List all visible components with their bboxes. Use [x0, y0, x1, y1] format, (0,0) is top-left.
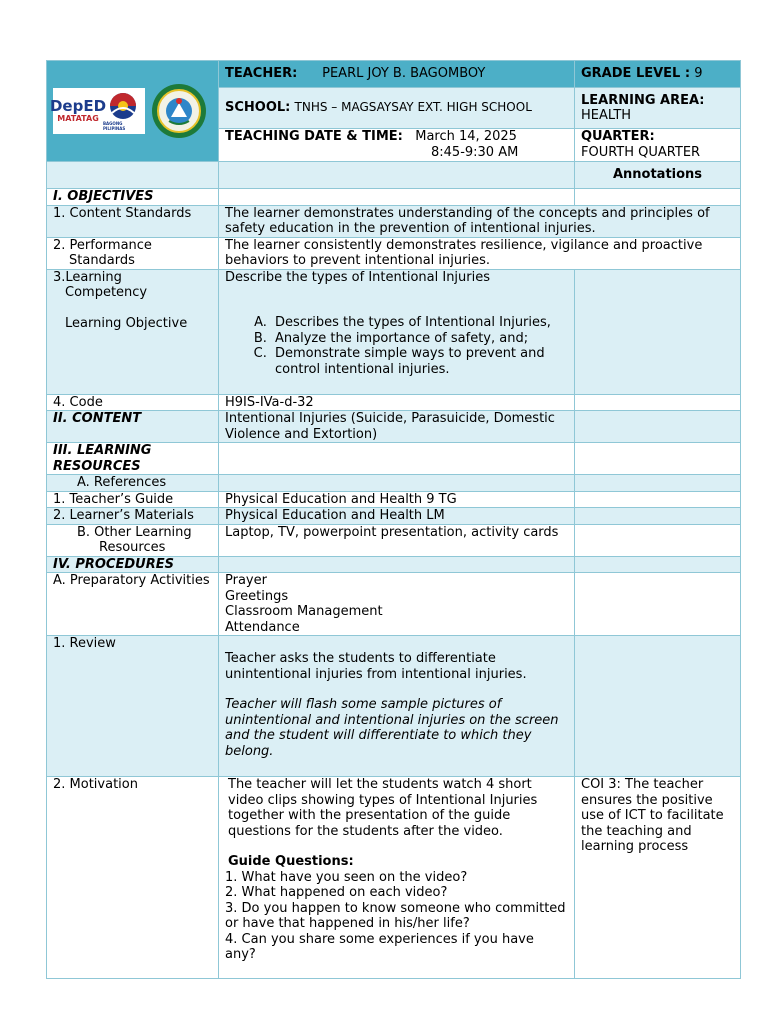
- review-label: 1. Review: [47, 636, 219, 777]
- school-cell: [219, 88, 575, 129]
- deped-matatag-logo: [49, 88, 145, 134]
- list-item: C. Demonstrate simple ways to prevent and control intentional injuries.: [271, 346, 568, 377]
- blank-cell: [575, 508, 741, 525]
- motivation-text: The teacher will let the students watch 4 short video clips showing types of Intentional Injuries together with the presentation of the guide questions for the students after the video.: [228, 777, 538, 839]
- blank-cell: [575, 394, 741, 411]
- competency-label-cell: [47, 269, 219, 394]
- blank-cell: [575, 189, 741, 206]
- teachers-guide-value: Physical Education and Health 9 TG: [219, 491, 575, 508]
- competency-label-line1: 3.Learning: [53, 269, 122, 285]
- list-item: Prayer: [225, 573, 267, 588]
- content-section-label: II. CONTENT: [47, 411, 219, 443]
- content-standards-text: The learner demonstrates understanding of the concepts and principles of safety education in the prevention of intentional injuries.: [219, 205, 741, 237]
- competency-cell: [219, 269, 575, 394]
- motivation-annotation: COI 3: The teacher ensures the positive use of ICT to facilitate the teaching and learning process: [575, 777, 741, 979]
- list-item: 2. What happened on each video?: [225, 885, 448, 900]
- code-value: H9IS-IVa-d-32: [219, 394, 575, 411]
- date-value: March 14, 2025: [415, 129, 517, 144]
- blank-cell: [575, 443, 741, 475]
- blank-cell: [219, 443, 575, 475]
- competency-label-line2: Competency: [65, 285, 148, 300]
- school-seal-icon: [151, 83, 207, 139]
- learners-materials-value: Physical Education and Health LM: [219, 508, 575, 525]
- teacher-name: PEARL JOY B. BAGOMBOY: [322, 66, 486, 82]
- time-value: 8:45-9:30 AM: [431, 144, 519, 160]
- blank-cell: [575, 636, 741, 777]
- content-standards-label: 1. Content Standards: [47, 205, 219, 237]
- list-item: 3. Do you happen to know someone who committed or have that happened in his/her life?: [225, 900, 566, 931]
- preparatory-label: A. Preparatory Activities: [47, 573, 219, 636]
- performance-standards-text: The learner consistently demonstrates resilience, vigilance and proactive behaviors to prevent intentional injuries.: [219, 237, 741, 269]
- performance-label-line1: 2. Performance: [53, 237, 152, 253]
- learning-area-label: LEARNING AREA:: [581, 92, 705, 108]
- school-label: SCHOOL:: [225, 100, 291, 116]
- bagong-pilipinas-logo: [103, 91, 143, 131]
- review-cell: [219, 636, 575, 777]
- motivation-cell: [219, 777, 575, 979]
- review-text: Teacher asks the students to differentiate unintentional injuries from intentional injuries.: [225, 651, 527, 682]
- other-resources-label: [47, 524, 219, 556]
- learners-materials-label: 2. Learner’s Materials: [47, 508, 219, 525]
- bagong-pilipinas-text: BAGONG PILIPINAS: [103, 121, 126, 131]
- resources-section-label: III. LEARNING RESOURCES: [47, 443, 219, 475]
- competency-text: Describe the types of Intentional Injuries: [225, 269, 491, 285]
- code-label: 4. Code: [47, 394, 219, 411]
- blank-cell: [219, 162, 575, 189]
- blank-cell: [575, 269, 741, 394]
- deped-wordmark: DepED: [49, 97, 107, 115]
- blank-cell: [575, 556, 741, 573]
- other-resources-label-line2: Resources: [99, 540, 166, 555]
- grade-cell: [575, 61, 741, 88]
- school-name: TNHS – MAGSAYSAY EXT. HIGH SCHOOL: [294, 100, 532, 115]
- list-item: A. Describes the types of Intentional Injuries,: [271, 315, 568, 331]
- list-item: Attendance: [225, 619, 300, 635]
- review-italic-text: Teacher will flash some sample pictures of unintentional and intentional injuries on the screen and the student will differentiate to which they belong.: [225, 697, 559, 759]
- blank-cell: [575, 573, 741, 636]
- blank-cell: [219, 475, 575, 492]
- performance-standards-label: [47, 237, 219, 269]
- content-text: Intentional Injuries (Suicide, Parasuicide, Domestic Violence and Extortion): [219, 411, 575, 443]
- list-item: 4. Can you share some experiences if you have any?: [225, 931, 534, 962]
- learning-area-cell: [575, 88, 741, 129]
- blank-cell: [575, 475, 741, 492]
- learning-objective-label: Learning Objective: [65, 315, 188, 331]
- grade-value: 9: [694, 66, 703, 82]
- quarter-label: QUARTER:: [581, 129, 655, 144]
- preparatory-cell: [219, 573, 575, 636]
- motivation-label: 2. Motivation: [47, 777, 219, 979]
- list-item: B. Analyze the importance of safety, and;: [271, 331, 568, 347]
- bagong-pilipinas-emblem-icon: [106, 91, 140, 121]
- learning-area-value: HEALTH: [581, 108, 632, 123]
- quarter-value: FOURTH QUARTER: [581, 144, 701, 160]
- list-item: 1. What have you seen on the video?: [225, 869, 468, 885]
- guide-questions-label: Guide Questions:: [228, 854, 354, 869]
- other-resources-value: Laptop, TV, powerpoint presentation, activity cards: [219, 524, 575, 556]
- date-cell: [219, 129, 575, 162]
- list-item: Classroom Management: [225, 604, 383, 619]
- blank-cell: [47, 162, 219, 189]
- teacher-label: TEACHER:: [225, 66, 298, 82]
- teacher-cell: [219, 61, 575, 88]
- quarter-cell: [575, 129, 741, 162]
- teachers-guide-label: 1. Teacher’s Guide: [47, 491, 219, 508]
- references-label: A. References: [47, 475, 219, 492]
- list-item: Greetings: [225, 588, 289, 604]
- matatag-wordmark: MATATAG: [57, 114, 99, 123]
- blank-cell: [575, 411, 741, 443]
- blank-cell: [219, 189, 575, 206]
- other-resources-label-line1: B. Other Learning: [77, 524, 192, 540]
- grade-label: GRADE LEVEL :: [581, 66, 691, 82]
- performance-label-line2: Standards: [69, 253, 135, 268]
- lesson-plan-table: [46, 60, 741, 979]
- logos-cell: [47, 61, 219, 162]
- annotations-header: Annotations: [575, 162, 741, 189]
- blank-cell: [575, 524, 741, 556]
- blank-cell: [219, 556, 575, 573]
- objective-list: [225, 315, 568, 377]
- procedures-section-label: IV. PROCEDURES: [47, 556, 219, 573]
- date-label: TEACHING DATE & TIME:: [225, 129, 403, 144]
- objectives-section-label: I. OBJECTIVES: [47, 189, 219, 206]
- blank-cell: [575, 491, 741, 508]
